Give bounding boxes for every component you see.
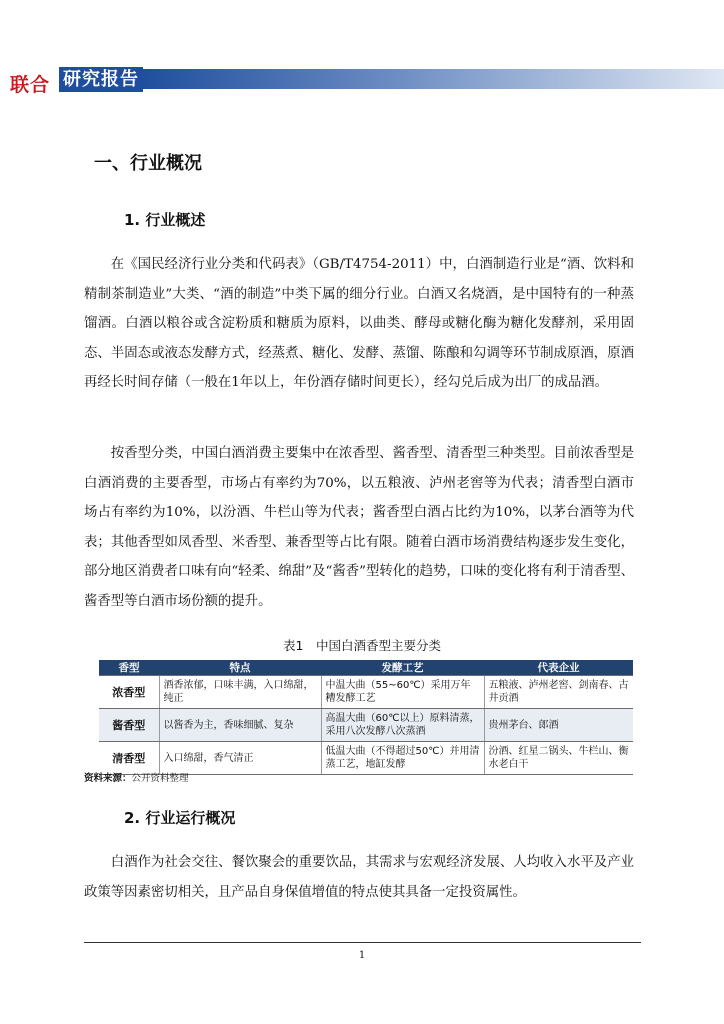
- page-number: 1: [358, 950, 366, 961]
- table-caption: 表1 中国白酒香型主要分类: [283, 638, 441, 653]
- paragraph-overview: 在《国民经济行业分类和代码表》（GB/T4754-2011）中，白酒制造行业是“酒、饮料和精制茶制造业”大类、“酒的制造”中类下属的细分行业。白酒又名烧酒，是中国特有的一种蒸馏酒。白酒以粮谷或含淀粉质和糖质为原料，以曲类、酵母或糖化酶为糖化发酵剂，采用固态、半固态或液态发酵方式，经蒸煮、糖化、发酵、蒸馏、陈酿和勾调等环节制成原酒，原酒再经长时间存储（一般在1年以上，年份酒存储时间更长），经勾兑后成为出厂的成品酒。: [84, 257, 634, 391]
- aroma-type-table: [99, 660, 633, 775]
- header-process: 发酵工艺: [321, 660, 484, 676]
- cell-aroma: 浓香型: [99, 676, 159, 709]
- cell-process: 高温大曲（60℃以上）原料清蒸，采用八次发酵八次蒸酒: [321, 709, 484, 742]
- header-feature: 特点: [159, 660, 321, 676]
- header-companies: 代表企业: [484, 660, 633, 676]
- cell-process: 低温大曲（不得超过50℃）并用清蒸工艺，地缸发酵: [321, 742, 484, 775]
- subsection-title-operation: 2. 行业运行概况: [124, 809, 236, 827]
- header-aroma: 香型: [99, 660, 159, 676]
- source-text: 公开资料整理: [131, 773, 189, 784]
- cell-feature: 以酱香为主，香味细腻、复杂: [159, 709, 321, 742]
- cell-aroma: 清香型: [99, 742, 159, 775]
- paragraph-operation: 白酒作为社会交往、餐饮聚会的重要饮品，其需求与宏观经济发展、人均收入水平及产业政策等因素密切相关，且产品自身保值增值的特点使其具备一定投资属性。: [84, 855, 634, 900]
- source-label: 资料来源：: [84, 773, 132, 784]
- cell-process: 中温大曲（55~60℃）采用万年糟发酵工艺: [321, 676, 484, 709]
- cell-feature: 酒香浓郁，口味丰满，入口绵甜，纯正: [159, 676, 321, 709]
- table-row: [99, 709, 633, 742]
- cell-companies: 贵州茅台、郎酒: [484, 709, 633, 742]
- cell-companies: 汾酒、红星二锅头、牛栏山、衡水老白干: [484, 742, 633, 775]
- cell-aroma: 酱香型: [99, 709, 159, 742]
- brand-red-text: 联合: [10, 74, 51, 96]
- cell-companies: 五粮液、泸州老窖、剑南春、古井贡酒: [484, 676, 633, 709]
- section-title: 一、行业概况: [94, 153, 202, 174]
- footer-rule: [84, 942, 641, 943]
- subsection-title-overview: 1. 行业概述: [124, 211, 206, 229]
- cell-feature: 入口绵甜，香气清正: [159, 742, 321, 775]
- header-gradient-bar: [141, 69, 724, 89]
- table-header-row: [99, 660, 633, 676]
- paragraph-aroma-types: 按香型分类，中国白酒消费主要集中在浓香型、酱香型、清香型三种类型。目前浓香型是白酒消费的主要香型，市场占有率约为70%，以五粮液、泸州老窖等为代表；清香型白酒市场占有率约为10%，以汾酒、牛栏山等为代表；酱香型白酒占比约为10%，以茅台酒等为代表；其他香型如凤香型、米香型、兼香型等占比有限。随着白酒市场消费结构逐步发生变化，部分地区消费者口味有向“轻柔、绵甜”及“酱香”型转化的趋势，口味的变化将有利于清香型、酱香型等白酒市场份额的提升。: [84, 446, 634, 609]
- table-row: [99, 676, 633, 709]
- brand-report-label: 研究报告: [59, 67, 143, 92]
- table-source: [84, 770, 189, 784]
